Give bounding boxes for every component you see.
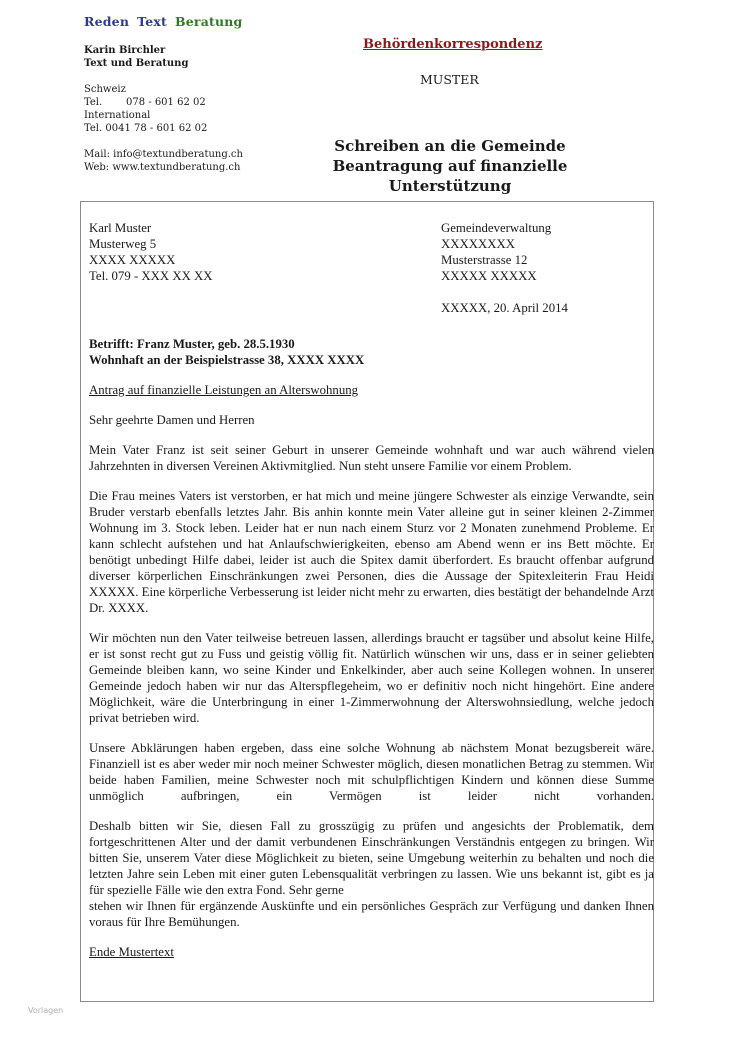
recipient-address bbox=[441, 220, 568, 316]
letter-date: XXXXX, 20. April 2014 bbox=[441, 301, 568, 315]
brand-word-text: Text bbox=[137, 14, 167, 29]
recipient-line: Musterstrasse 12 bbox=[441, 253, 528, 267]
contact-country: Schweiz bbox=[84, 84, 126, 95]
recipient-line: XXXXX XXXXX bbox=[441, 269, 537, 283]
body-paragraph: stehen wir Ihnen für ergänzende Auskünfte und ein persönliches Gespräch zur Verfügung und danken Ihnen voraus für Ihre Bemühungen. bbox=[89, 899, 654, 929]
brand-logo bbox=[84, 14, 250, 29]
contact-international-label: International bbox=[84, 110, 151, 121]
contact-phone-number: 078 - 601 62 02 bbox=[126, 97, 206, 108]
contact-phone-label: Tel. bbox=[84, 97, 103, 108]
subject-line1: Betrifft: Franz Muster, geb. 28.5.1930 bbox=[89, 337, 295, 351]
sender-line: Musterweg 5 bbox=[89, 237, 157, 251]
body-paragraph: Deshalb bitten wir Sie, diesen Fall zu grosszügig zu prüfen und angesichts der Problematik, dem fortgeschrittenen Alter und der damit verbundenen Einschränkungen Verständnis entgegen zu bringen. Wir bitten Sie, unserem Vater diese Möglichkeit zu bieten, seine Umgebung weiterhin zu behalten und noch die letzten Jahre sein Leben mit einer guten Lebensqualität verbringen zu lassen. Wie uns bekannt ist, gibt es ja für spezielle Fälle wie den extra Fond. Sehr gerne bbox=[89, 819, 654, 897]
sender-address bbox=[89, 220, 213, 284]
body-paragraph: Unsere Abklärungen haben ergeben, dass eine solche Wohnung ab nächstem Monat bezugsbereit wäre. Finanziell ist es aber weder mir noch meiner Schwester möglich, diesen monatlichen Betrag zu stemmen. Wir beide haben Familien, meine Schwester noch mit schulpflichtigen Kindern und können diese Summe unmöglich aufbringen, ein Vermögen ist leider nicht vorhanden. bbox=[89, 741, 654, 803]
letter-body bbox=[89, 220, 654, 960]
salutation: Sehr geehrte Damen und Herren bbox=[89, 413, 255, 427]
body-paragraph: Wir möchten nun den Vater teilweise betreuen lassen, allerdings braucht er tagsüber und absolut keine Hilfe, er ist sonst recht gut zu Fuss und geistig völlig fit. Natürlich wünschen wir uns, dass er in seiner geliebten Gemeinde bleiben kann, wo seine Kinder und Enkelkinder, aber auch seine Kollegen wohnen. In unserer Gemeinde jedoch haben wir nur das Alterspflegeheim, wo er definitiv noch nicht hingehört. Eine andere Möglichkeit, wäre die Unterbringung in einer 1-Zimmerwohnung der Alterswohnsiedlung, welche jedoch privat betrieben wird. bbox=[89, 631, 654, 725]
brand-word-reden: Reden bbox=[84, 14, 130, 29]
letter-frame bbox=[80, 201, 654, 1002]
contact-phone bbox=[84, 96, 243, 109]
watermark: Vorlagen bbox=[28, 1006, 64, 1015]
contact-phone-international: Tel. 0041 78 - 601 62 02 bbox=[84, 123, 208, 134]
body-paragraph: Die Frau meines Vaters ist verstorben, er hat mich und meine jüngere Schwester als einzige Verwandte, sein Bruder verstarb ebenfalls letztes Jahr. Bis anhin konnte mein Vater alleine gut in seiner kleinen 2-Zimmer Wohnung im 3. Stock leben. Leider hat er nun nach einem Sturz vor 2 Monaten zunehmend Probleme. Er kann schlecht aufstehen und hat Anlaufschwierigkeiten, ebenso am Abend wenn er ins Bett möchte. Er benötigt unbedingt Hilfe dabei, leider ist auch die Spitex damit überfordert. Es braucht offenbar aufgrund diverser körperlichen Einschränkungen zwei Personen, dies die Aussage der Spitexleiterin Frau Heidi XXXXX. Eine körperliche Verbesserung ist leider nicht mehr zu erwarten, dies bestätigt der behandelnde Arzt Dr. XXXX. bbox=[89, 489, 654, 615]
recipient-line: Gemeindeverwaltung bbox=[441, 221, 552, 235]
subject-line2: Wohnhaft an der Beispielstrasse 38, XXXX XXXX bbox=[89, 353, 365, 367]
sender-line: Karl Muster bbox=[89, 221, 152, 235]
contact-mail: Mail: info@textundberatung.ch bbox=[84, 149, 243, 160]
subject-block bbox=[89, 336, 654, 368]
document-title bbox=[270, 136, 630, 196]
body-paragraph: Mein Vater Franz ist seit seiner Geburt in unserer Gemeinde wohnhaft und war auch während vielen Jahrzehnten in diversen Vereinen Aktivmitglied. Nun steht unsere Familie vor einem Problem. bbox=[89, 443, 654, 473]
request-heading: Antrag auf finanzielle Leistungen an Alterswohnung bbox=[89, 383, 359, 397]
sender-line: XXXX XXXXX bbox=[89, 253, 176, 267]
contact-name: Karin Birchler bbox=[84, 45, 166, 56]
end-marker: Ende Mustertext bbox=[89, 945, 174, 959]
muster-label: MUSTER bbox=[420, 72, 479, 87]
brand-word-beratung: Beratung bbox=[174, 14, 243, 29]
recipient-line: XXXXXXXX bbox=[441, 237, 515, 251]
address-row bbox=[89, 220, 654, 322]
document-title-line1: Schreiben an die Gemeinde bbox=[334, 137, 566, 155]
contact-web: Web: www.textundberatung.ch bbox=[84, 162, 241, 173]
document-title-line2: Beantragung auf finanzielle Unterstützung bbox=[332, 157, 568, 195]
contact-block bbox=[84, 44, 243, 174]
sender-line: Tel. 079 - XXX XX XX bbox=[89, 269, 213, 283]
document-category: Behördenkorrespondenz bbox=[363, 37, 543, 52]
contact-company: Text und Beratung bbox=[84, 58, 189, 69]
